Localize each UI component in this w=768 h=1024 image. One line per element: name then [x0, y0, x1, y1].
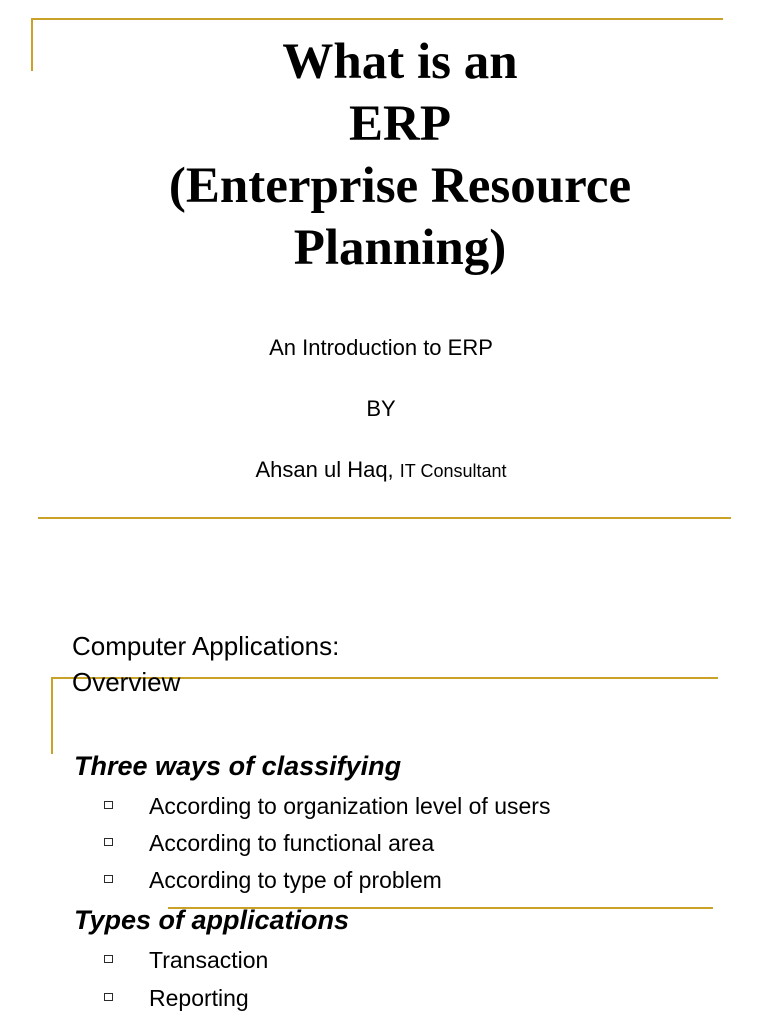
author-line: [0, 457, 762, 484]
list-item: [149, 829, 749, 857]
list-item-label: Reporting: [149, 985, 249, 1011]
square-bullet-icon: [104, 875, 113, 883]
list-item-label: According to organization level of users: [149, 793, 551, 819]
title-line: Planning): [293, 220, 507, 276]
square-bullet-icon: [104, 801, 113, 809]
section-heading-classifying: Three ways of classifying: [74, 751, 402, 781]
title-line: ERP: [349, 96, 451, 152]
title-line: (Enterprise Resource: [168, 158, 632, 214]
author-name: Ahsan ul Haq,: [255, 457, 394, 482]
slide-title: [0, 31, 768, 279]
list-item-label: Transaction: [149, 947, 269, 973]
title-line: What is an: [282, 34, 518, 90]
list-item: [149, 792, 749, 820]
slide-2-title: [72, 628, 339, 700]
by-label: BY: [366, 396, 396, 421]
title-line: Computer Applications:: [72, 631, 340, 661]
square-bullet-icon: [104, 955, 113, 963]
list-item-label: According to type of problem: [149, 867, 442, 893]
section-heading-types: Types of applications: [74, 905, 350, 935]
square-bullet-icon: [104, 993, 113, 1001]
title-line: Overview: [72, 667, 181, 697]
bottom-rule: [38, 517, 731, 519]
list-item: [149, 946, 749, 974]
slide-2: [0, 540, 768, 1024]
list-item: [149, 866, 749, 894]
list-item: [149, 984, 749, 1012]
subtitle: An Introduction to ERP: [269, 335, 493, 360]
author-role: IT Consultant: [399, 461, 507, 481]
list-item-label: According to functional area: [149, 830, 435, 856]
frame-left-rule: [51, 677, 53, 754]
square-bullet-icon: [104, 838, 113, 846]
top-rule: [31, 18, 723, 20]
